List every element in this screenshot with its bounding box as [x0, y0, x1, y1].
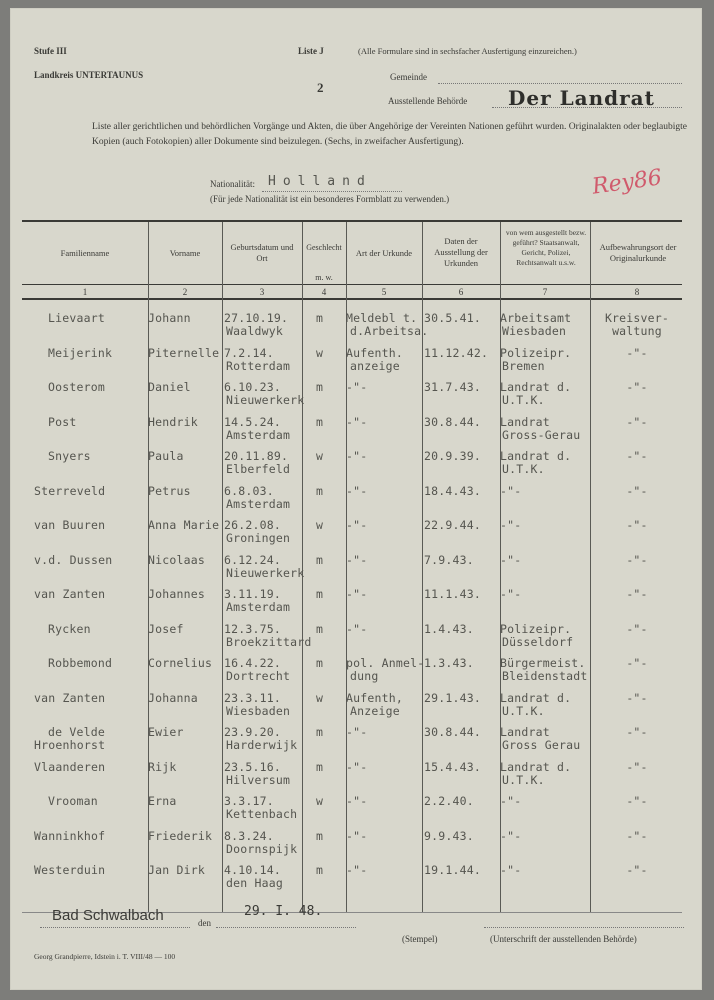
table-row: [0, 726, 714, 760]
stufe-label: Stufe III: [34, 46, 67, 56]
cell-aufbewahrung: -"-: [626, 690, 648, 705]
cell-von-wem: -"-: [500, 863, 522, 877]
table-row: [0, 588, 714, 622]
cell-von-wem: Landrat: [500, 414, 550, 429]
cell-aufbewahrung: Kreisver-: [604, 311, 670, 325]
cell-art: -"-: [346, 587, 368, 601]
cell-familienname: Post: [48, 414, 77, 429]
cell-datum: 11.1.43.: [424, 587, 481, 601]
cell-datum: 22.9.44.: [424, 518, 481, 532]
cell-datum: 11.12.42.: [424, 345, 489, 360]
cell-art: -"-: [346, 794, 368, 808]
cell-datum: 9.9.43.: [424, 828, 474, 843]
cell-von-wem: Landrat d.: [500, 759, 572, 774]
cell-geburtsdatum: 23.3.11.: [224, 690, 281, 705]
cell-geschlecht: m: [316, 828, 324, 843]
cell-art-line2: d.Arbeitsa.: [350, 324, 429, 338]
col-header-aufbewahrung: Aufbewahrungsort der Originalurkunde: [599, 242, 677, 263]
cell-von-wem: -"-: [500, 828, 522, 843]
cell-geburtsdatum: 3.3.17.: [224, 794, 274, 808]
cell-vorname: Josef: [148, 621, 184, 636]
cell-von-wem: -"-: [500, 794, 522, 808]
nationality-label: Nationalität:: [210, 179, 255, 189]
col-header-art: Art der Urkunde: [355, 248, 413, 258]
cell-vorname: Johannes: [148, 587, 205, 601]
footer-date-line: [216, 926, 356, 928]
cell-von-wem: Arbeitsamt: [500, 311, 572, 325]
cell-aufbewahrung: -"-: [626, 828, 648, 843]
col-header-daten: Daten der Ausstellung der Urkunden: [434, 236, 488, 268]
cell-von-wem-line2: Bleidenstadt: [502, 669, 588, 683]
footer-date: 29. I. 48.: [244, 904, 323, 919]
footer-place-line: [40, 926, 190, 928]
cell-datum: 30.8.44.: [424, 414, 481, 429]
col-header-geburtsdatum: Geburtsdatum und Ort: [230, 242, 294, 263]
cell-datum: 7.9.43.: [424, 552, 474, 567]
cell-datum: 29.1.43.: [424, 690, 481, 705]
cell-vorname: Jan Dirk: [148, 863, 205, 877]
table-row: [0, 692, 714, 726]
cell-geschlecht: m: [316, 380, 324, 394]
table-row: [0, 416, 714, 450]
gemeinde-line: [438, 82, 682, 84]
col-number-2: 2: [182, 287, 188, 297]
cell-geschlecht: m: [316, 483, 324, 498]
cell-vorname: Erna: [148, 794, 177, 808]
cell-art: -"-: [346, 449, 368, 463]
cell-geburtsdatum: 23.5.16.: [224, 759, 281, 774]
cell-von-wem-line2: U.T.K.: [502, 772, 545, 787]
cell-aufbewahrung: -"-: [626, 863, 648, 877]
page-number: 2: [317, 80, 324, 95]
cell-von-wem: -"-: [500, 483, 522, 498]
cell-geburtsdatum: 26.2.08.: [224, 518, 281, 532]
cell-datum: 15.4.43.: [424, 759, 481, 774]
cell-aufbewahrung: -"-: [626, 794, 648, 808]
behoerde-label: Ausstellende Behörde: [388, 96, 468, 106]
cell-vorname: Rijk: [148, 759, 177, 774]
cell-geburtsdatum: 20.11.89.: [224, 449, 289, 463]
table-header-rule: [22, 284, 682, 285]
footer-signature-line: [484, 926, 684, 928]
cell-datum: 1.3.43.: [424, 656, 474, 670]
footer-stempel: (Stempel): [402, 934, 438, 944]
cell-geburtsort: Groningen: [226, 531, 291, 545]
table-row: [0, 554, 714, 588]
cell-vorname: Johanna: [148, 690, 198, 705]
cell-aufbewahrung: -"-: [626, 414, 648, 429]
col-header-von-wem: von wem ausgestellt bezw. geführt? Staatsanwalt, Gericht, Polizei, Rechtsanwalt u.s.w.: [505, 228, 587, 267]
cell-vorname: Petrus: [148, 483, 191, 498]
cell-aufbewahrung: -"-: [626, 518, 648, 532]
cell-geburtsort: den Haag: [226, 876, 283, 890]
table-row: [0, 657, 714, 691]
cell-geschlecht: m: [316, 311, 324, 325]
table-row: [0, 347, 714, 381]
nationality-note: (Für jede Nationalität ist ein besonderes Formblatt zu verwenden.): [210, 194, 450, 204]
cell-aufbewahrung: -"-: [626, 621, 648, 636]
table-row: [0, 623, 714, 657]
cell-familienname: Westerduin: [34, 863, 106, 877]
table-row: [0, 830, 714, 864]
cell-geburtsdatum: 4.10.14.: [224, 863, 281, 877]
cell-art: -"-: [346, 380, 368, 394]
col-number-8: 8: [634, 287, 640, 297]
cell-art: -"-: [346, 518, 368, 532]
cell-geschlecht: m: [316, 725, 324, 739]
cell-art: pol. Anmel-: [346, 656, 425, 670]
cell-datum: 31.7.43.: [424, 380, 481, 394]
cell-von-wem: Bürgermeist.: [500, 656, 586, 670]
cell-art: Aufenth,: [346, 690, 403, 705]
nationality-value: Holland: [268, 174, 372, 189]
cell-datum: 30.8.44.: [424, 725, 481, 739]
col-number-6: 6: [458, 287, 464, 297]
cell-art: Meldebl t.: [346, 311, 418, 325]
cell-datum: 18.4.43.: [424, 483, 481, 498]
cell-datum: 20.9.39.: [424, 449, 481, 463]
cell-geschlecht: w: [316, 345, 324, 360]
cell-familienname: Meijerink: [48, 345, 113, 360]
cell-geburtsort: Waaldwyk: [226, 324, 283, 338]
cell-geburtsdatum: 7.2.14.: [224, 345, 274, 360]
cell-geburtsdatum: 14.5.24.: [224, 414, 281, 429]
cell-geschlecht: m: [316, 863, 324, 877]
table-row: [0, 312, 714, 346]
table-top-rule: [22, 220, 682, 222]
cell-familienname: Sterreveld: [34, 483, 106, 498]
landkreis-label: Landkreis UNTERTAUNUS: [34, 70, 144, 80]
cell-geburtsort: Dortrecht: [226, 669, 291, 683]
cell-geschlecht: m: [316, 552, 324, 567]
table-row: [0, 450, 714, 484]
cell-aufbewahrung: -"-: [626, 552, 648, 567]
cell-von-wem-line2: Wiesbaden: [502, 324, 567, 338]
cell-familienname: Vrooman: [48, 794, 98, 808]
cell-familienname: de Velde: [48, 725, 105, 739]
cell-datum: 30.5.41.: [424, 311, 481, 325]
cell-geburtsort: Harderwijk: [226, 738, 298, 752]
cell-aufbewahrung: -"-: [626, 587, 648, 601]
cell-von-wem-line2: Gross-Gerau: [502, 427, 581, 442]
cell-geburtsort: Broekzittard: [226, 634, 312, 649]
col-header-geschlecht-sub: m. w.: [315, 273, 333, 282]
formulare-hint: (Alle Formulare sind in sechsfacher Ausfertigung einzureichen.): [358, 46, 577, 56]
col-header-vorname: Vorname: [169, 248, 201, 258]
cell-datum: 1.4.43.: [424, 621, 474, 636]
cell-art: -"-: [346, 828, 368, 843]
cell-aufbewahrung: -"-: [626, 759, 648, 774]
cell-geburtsort: Amsterdam: [226, 496, 291, 511]
cell-art: -"-: [346, 759, 368, 774]
cell-geburtsort: Hilversum: [226, 772, 291, 787]
cell-aufbewahrung: -"-: [626, 656, 648, 670]
cell-von-wem: -"-: [500, 552, 522, 567]
col-header-familienname: Familienname: [60, 248, 110, 258]
cell-familienname: Oosterom: [48, 380, 105, 394]
cell-geburtsdatum: 12.3.75.: [224, 621, 281, 636]
cell-datum: 2.2.40.: [424, 794, 474, 808]
cell-von-wem-line2: Bremen: [502, 358, 545, 373]
cell-art: -"-: [346, 863, 368, 877]
cell-familienname: van Buuren: [34, 518, 106, 532]
cell-geschlecht: m: [316, 587, 324, 601]
cell-art-line2: dung: [350, 669, 379, 683]
cell-art: -"-: [346, 483, 368, 498]
table-row: [0, 485, 714, 519]
cell-aufbewahrung: -"-: [626, 449, 648, 463]
table-row: [0, 381, 714, 415]
cell-geburtsort: Nieuwerkerk: [226, 393, 305, 407]
cell-von-wem-line2: Gross Gerau: [502, 738, 581, 752]
cell-aufbewahrung: -"-: [626, 345, 648, 360]
cell-familienname: van Zanten: [34, 690, 106, 705]
cell-geburtsdatum: 16.4.22.: [224, 656, 281, 670]
cell-familienname: Wanninkhof: [34, 828, 106, 843]
cell-von-wem: Landrat d.: [500, 380, 572, 394]
cell-vorname: Hendrik: [148, 414, 198, 429]
col-number-3: 3: [259, 287, 265, 297]
cell-geburtsort: Rotterdam: [226, 358, 291, 373]
cell-vorname: Ewier: [148, 725, 184, 739]
col-number-4: 4: [321, 287, 327, 297]
cell-geburtsdatum: 8.3.24.: [224, 828, 274, 843]
cell-aufbewahrung: -"-: [626, 380, 648, 394]
cell-geschlecht: w: [316, 690, 324, 705]
cell-geburtsdatum: 23.9.20.: [224, 725, 281, 739]
cell-familienname: Snyers: [48, 449, 91, 463]
liste-label: Liste J: [298, 46, 324, 56]
cell-von-wem: Polizeipr.: [500, 621, 572, 636]
cell-geschlecht: w: [316, 449, 324, 463]
table-row: [0, 864, 714, 898]
cell-aufbewahrung-line2: waltung: [612, 324, 662, 338]
col-header-geschlecht: Geschlecht: [306, 243, 342, 252]
footer-place: Bad Schwalbach: [52, 907, 164, 924]
nationality-line: [262, 190, 402, 192]
cell-art: Aufenth.: [346, 345, 403, 360]
cell-von-wem: -"-: [500, 518, 522, 532]
cell-geburtsort: Amsterdam: [226, 600, 291, 614]
cell-datum: 19.1.44.: [424, 863, 481, 877]
cell-geburtsort: Elberfeld: [226, 462, 291, 476]
cell-von-wem: Landrat d.: [500, 449, 572, 463]
cell-von-wem-line2: U.T.K.: [502, 393, 545, 407]
cell-geschlecht: w: [316, 518, 324, 532]
handwritten-mark: Rey86: [590, 165, 664, 200]
cell-geburtsdatum: 6.12.24.: [224, 552, 281, 567]
cell-von-wem: -"-: [500, 587, 522, 601]
cell-familienname: v.d. Dussen: [34, 552, 113, 567]
cell-geburtsdatum: 27.10.19.: [224, 311, 289, 325]
cell-geburtsort: Doornspijk: [226, 841, 298, 856]
cell-vorname: Cornelius: [148, 656, 213, 670]
cell-art: -"-: [346, 552, 368, 567]
cell-familienname: van Zanten: [34, 587, 106, 601]
cell-geschlecht: m: [316, 621, 324, 636]
cell-geburtsort: Kettenbach: [226, 807, 298, 821]
cell-art: -"-: [346, 621, 368, 636]
cell-familienname: Rycken: [48, 621, 91, 636]
cell-geburtsdatum: 6.10.23.: [224, 380, 281, 394]
cell-art: -"-: [346, 725, 368, 739]
cell-vorname: Daniel: [148, 380, 191, 394]
cell-aufbewahrung: -"-: [626, 725, 648, 739]
col-number-7: 7: [542, 287, 548, 297]
cell-geburtsort: Nieuwerkerk: [226, 565, 305, 580]
table-row: [0, 761, 714, 795]
footer-printer: Georg Grandpierre, Idstein i. T. VIII/48 — 100: [34, 952, 176, 961]
table-number-rule: [22, 298, 682, 300]
table-row: [0, 519, 714, 553]
intro-paragraph: Liste aller gerichtlichen und behördlichen Vorgänge und Akten, die über Angehörige der Vereinten Nationen geführt wurden. Originalakten oder beglaubigte Kopien (auch Fotokopien) aller Dokumente sind beizulegen. (Sechs, in zweifacher Ausfertigung).: [92, 122, 687, 147]
table-row: [0, 795, 714, 829]
cell-geschlecht: m: [316, 414, 324, 429]
cell-vorname: Johann: [148, 311, 191, 325]
col-number-1: 1: [82, 287, 88, 297]
cell-geschlecht: m: [316, 759, 324, 774]
cell-vorname: Nicolaas: [148, 552, 205, 567]
cell-vorname: Friederik: [148, 828, 213, 843]
cell-art-line2: anzeige: [350, 358, 400, 373]
gemeinde-label: Gemeinde: [390, 72, 427, 82]
cell-von-wem: Polizeipr.: [500, 345, 572, 360]
behoerde-stamp: Der Landrat: [508, 86, 655, 110]
cell-geburtsort: Wiesbaden: [226, 703, 291, 718]
cell-aufbewahrung: -"-: [626, 483, 648, 498]
cell-vorname: Paula: [148, 449, 184, 463]
cell-familienname: Robbemond: [48, 656, 113, 670]
col-number-5: 5: [381, 287, 387, 297]
cell-von-wem: Landrat: [500, 725, 550, 739]
cell-von-wem-line2: U.T.K.: [502, 462, 545, 476]
cell-art-line2: Anzeige: [350, 703, 400, 718]
footer-unterschrift: (Unterschrift der ausstellenden Behörde): [490, 934, 637, 944]
cell-geschlecht: w: [316, 794, 324, 808]
footer-den: den: [198, 918, 211, 928]
cell-von-wem-line2: U.T.K.: [502, 703, 545, 718]
cell-familienname: Vlaanderen: [34, 759, 106, 774]
cell-vorname: Piternelle: [148, 345, 220, 360]
cell-art: -"-: [346, 414, 368, 429]
cell-geschlecht: m: [316, 656, 324, 670]
cell-von-wem: Landrat d.: [500, 690, 572, 705]
cell-von-wem-line2: Düsseldorf: [502, 634, 574, 649]
cell-vorname: Anna Marie: [148, 518, 220, 532]
cell-geburtsdatum: 6.8.03.: [224, 483, 274, 498]
cell-geburtsort: Amsterdam: [226, 427, 291, 442]
cell-geburtsdatum: 3.11.19.: [224, 587, 281, 601]
cell-familienname: Lievaart: [48, 311, 105, 325]
cell-familienname-line2: Hroenhorst: [34, 738, 106, 752]
